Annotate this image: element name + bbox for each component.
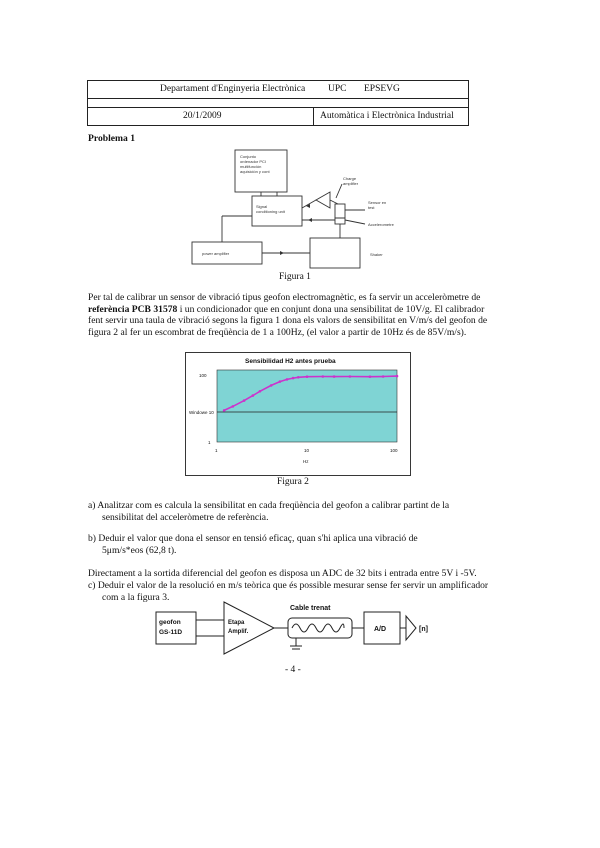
item-c-line-2: com a la figura 3. (102, 591, 170, 603)
charge-label-2: amplifier (343, 181, 359, 186)
accelerometer-block (335, 204, 345, 218)
series-point (232, 405, 235, 408)
header-row-blank (88, 98, 468, 108)
shaker-box (310, 238, 360, 268)
header-table (87, 80, 469, 126)
twisted-cable (288, 618, 352, 638)
item-c-line-1: c) Deduir el valor de la resolució en m/s teòrica que és possible mesurar sense fer servir un amplificador (88, 580, 489, 591)
paragraph-1 (88, 292, 508, 338)
charge-amplifier-triangle (316, 192, 330, 208)
paragraph-1-line-3: fent servir una taula de vibració segons la figura 1 dona els valors de sensibilitat en V/m/s del geofon de (88, 315, 488, 326)
figure3-diagram (140, 598, 460, 658)
sensor-label-1: Sensor en (368, 200, 387, 205)
cable-label: Cable trenat (290, 605, 331, 612)
header-row-top (88, 81, 468, 99)
item-a-line-2: sensibilitat del acceleròmetre de referència. (102, 511, 269, 523)
series-point (322, 375, 325, 378)
paragraph-2: Directament a la sortida diferencial del geofon es disposa un ADC de 32 bits i entrada entre 5V i -5V. (88, 568, 477, 579)
shaker-label: Shaker (370, 252, 383, 257)
exam-date: 20/1/2009 (183, 111, 222, 121)
x-tick-100: 100 (390, 448, 398, 453)
series-point (333, 375, 336, 378)
y-tick-100: 100 (199, 373, 207, 378)
paragraph-1-line-2-rest: i un condicionador que en conjunt dona una sensibilitat de 10V/g. El calibrador (177, 303, 485, 315)
series-point (369, 375, 372, 378)
series-point (396, 375, 399, 378)
course-name: Automàtica i Electrònica Industrial (320, 111, 454, 121)
header-divider (313, 108, 314, 125)
item-a-line-1: a) Analitzar com es calcula la sensibilitat en cada freqüència del geofon a calibrar partint de la (88, 500, 450, 511)
figure1-diagram (180, 142, 430, 272)
figure2-chart (185, 352, 411, 476)
adc-label: A/D (374, 626, 387, 633)
amplifier-triangle (224, 602, 274, 654)
computer-label-3: multifunción (240, 164, 262, 169)
computer-label-1: Conjunto (240, 154, 257, 159)
series-point (279, 380, 282, 383)
page-number: - 4 - (285, 665, 301, 675)
output-arrow (406, 616, 416, 640)
series-point (286, 378, 289, 381)
y-tick-10: Windowe 10 (189, 410, 214, 415)
amplifier-label-1: Etapa (228, 620, 245, 626)
series-point (243, 399, 246, 402)
series-point (223, 409, 226, 412)
paragraph-1-line-4: figura 2 al fer un escombrat de freqüència de 1 a 100Hz, (el valor a partir de 10Hz és de 85V/m/s). (88, 326, 467, 338)
school-name: EPSEVG (364, 84, 400, 94)
sensor-block (335, 218, 345, 224)
item-a (88, 500, 508, 523)
item-b-line-2: 5μm/s*eos (62,8 t). (102, 544, 177, 556)
figure2-caption: Figura 2 (277, 477, 309, 487)
series-point (349, 375, 352, 378)
series-point (252, 394, 255, 397)
charge-label-1: Charge (343, 176, 357, 181)
x-tick-1: 1 (215, 448, 218, 453)
series-point (306, 375, 309, 378)
paragraph-1-line-2 (88, 304, 508, 316)
paragraph-1-line-1: Per tal de calibrar un sensor de vibració tipus geofon electromagnètic, es fa servir un acceleròmetre de (88, 292, 481, 303)
series-point (259, 390, 262, 393)
reference-accelerometer: referència PCB 31578 (88, 303, 178, 315)
x-axis-label: Hz (303, 459, 309, 464)
header-row-bottom (88, 108, 468, 125)
chart-title: Sensibilidad H2 antes prueba (245, 358, 336, 365)
department-name: Departament d'Enginyeria Electrònica (160, 84, 306, 94)
amplifier-label-2: Amplif. (228, 629, 249, 635)
plot-area (217, 370, 397, 442)
accelerometer-label: Accelerometre (368, 222, 394, 227)
power-amplifier-label: power amplifier (202, 251, 230, 256)
series-point (382, 375, 385, 378)
problem-title: Problema 1 (88, 133, 135, 144)
geofon-label-2: GS-11D (159, 629, 183, 636)
sensor-label-2: test (368, 205, 375, 210)
series-point (270, 384, 273, 387)
signal-label-2: conditioning unit (256, 209, 285, 214)
signal-label-1: Signal (256, 204, 268, 209)
series-point (297, 376, 300, 379)
figure1-caption: Figura 1 (279, 272, 311, 282)
item-b (88, 533, 508, 556)
computer-label-2: ordenador PCI (240, 159, 267, 164)
geofon-label-1: geofon (159, 619, 181, 626)
computer-label-4: aquisición y cont (240, 169, 270, 174)
geofon-box (156, 612, 196, 644)
x-tick-10: 10 (304, 448, 310, 453)
y-tick-1: 1 (208, 440, 211, 445)
university-name: UPC (328, 84, 347, 94)
output-label: [n] (419, 626, 428, 633)
item-b-line-1: b) Deduir el valor que dona el sensor en tensió eficaç, quan s'hi aplica una vibració de (88, 533, 418, 544)
series-point (292, 377, 295, 380)
